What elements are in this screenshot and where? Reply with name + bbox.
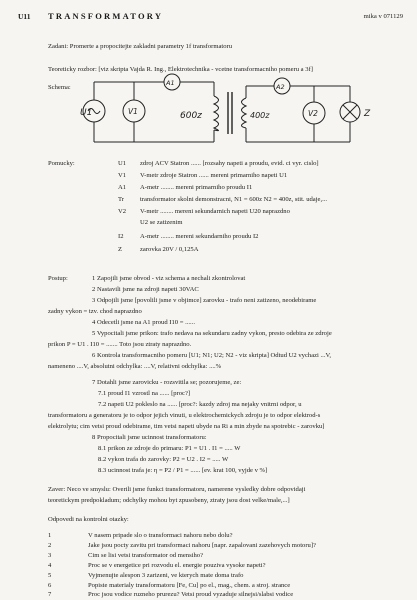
postup-line: 4 Odecetli jsme na A1 proud I10 = ...... bbox=[92, 319, 195, 326]
pomucky-sym: Tr bbox=[118, 196, 124, 203]
label-a2: A2 bbox=[276, 83, 285, 91]
otazky-label: Odpovedi na kontrolni otazky: bbox=[48, 516, 129, 523]
pomucky-sym: V1 bbox=[118, 172, 127, 179]
circuit-diagram bbox=[80, 74, 386, 150]
pomucky-desc: transformator skolni demonstracni, N1 = 600z N2 = 400z, stit. udaje,... bbox=[140, 196, 328, 203]
question-text: Jake jsou pocty zavitu pri transformaci nahoru [napr. zapalovani zazehovych motoru]? bbox=[88, 542, 316, 549]
postup-label: Postup: bbox=[48, 275, 68, 282]
label-n2: 400z bbox=[250, 111, 270, 120]
question-text: Cim se lisi vetsi transformator od mensiho? bbox=[88, 552, 204, 559]
question-number: 4 bbox=[48, 562, 52, 569]
postup-line: 7 Dotahli jsme zarovicku - rozsvitila se; pozorujeme, ze: bbox=[92, 379, 242, 386]
rozbor-line: Teoreticky rozbor: [viz skripta Vajda R. Ing., Elektrotechnika - vcetne transformacniho pomeru a 3f] bbox=[48, 66, 313, 73]
pomucky-sym: V2 bbox=[118, 208, 127, 215]
postup-line: 8.2 vykon trafa do zarovky: P2 = U2 . I2 = ..... W bbox=[98, 456, 229, 463]
pomucky-desc: V-metr zdroje Statron ...... mereni primarniho napeti U1 bbox=[140, 172, 288, 179]
postup-line: 7.2 napeti U2 pokleslo na ...... [proc?: kazdy zdroj ma nejaky vnitrni odpor, u bbox=[98, 401, 302, 408]
pomucky-sym: Z bbox=[118, 246, 123, 253]
postup-line: 8.1 prikon ze zdroje do primaru: P1 = U1 . I1 = ..... W bbox=[98, 445, 241, 452]
pomucky-desc: U2 se zatizenim bbox=[140, 219, 183, 226]
question-number: 7 bbox=[48, 591, 52, 598]
pomucky-desc: A-metr ........ mereni primarniho proudu I1 bbox=[140, 184, 253, 191]
postup-line: prikon P = U1 . I10 = ....... Toto jsou ztraty naprazdno. bbox=[48, 341, 192, 348]
postup-line: elektrolytu; cim vetsi proud odebirame, tim vetsi napeti ubyde na Ri a min zbyde na spotrebic - zarovku] bbox=[48, 423, 325, 430]
question-number: 3 bbox=[48, 552, 52, 559]
question-number: 1 bbox=[48, 532, 52, 539]
pomucky-sym: I2 bbox=[118, 233, 124, 240]
document-title: TRANSFORMATORY bbox=[48, 11, 164, 21]
question-number: 6 bbox=[48, 582, 52, 589]
postup-line: 3 Odpojili jsme [povolili jsme v objimce] zarovku - trafo neni zatizeno, neodebirame bbox=[92, 297, 317, 304]
pomucky-sym: A1 bbox=[118, 184, 127, 191]
zadani-line: Zadani: Promerte a propocitejte zakladni parametry 1f transformatoru bbox=[48, 43, 233, 50]
zaver-line: Zaver: Neco ve smyslu: Overili jsme funkci transformatoru, namerene vysledky dobre odpovidaji bbox=[48, 486, 306, 493]
postup-line: 6 Kontrola transformacniho pomeru [U1; N1; U2; N2 - viz skripta] Odtud U2 vychazi ...V, bbox=[92, 352, 332, 359]
question-text: V nasem pripade slo o transformaci nahoru nebo dolu? bbox=[88, 532, 233, 539]
label-a1: A1 bbox=[166, 79, 175, 87]
postup-line: 7.1 proud I1 vzrostl na ...... [proc?] bbox=[98, 390, 191, 397]
postup-line: 2 Nastavili jsme na zdroji napeti 30VAC bbox=[92, 286, 199, 293]
question-number: 5 bbox=[48, 572, 52, 579]
label-v1: V1 bbox=[128, 107, 138, 116]
pomucky-desc: zarovka 20V / 0,125A bbox=[140, 246, 199, 253]
pomucky-desc: V-metr ........ mereni sekundarnich napeti U20 naprazdno bbox=[140, 208, 290, 215]
question-number: 2 bbox=[48, 542, 52, 549]
postup-line: 8.3 ucinnost trafa je: η = P2 / P1 = ...... [ev. krat 100, vyjde v %] bbox=[98, 467, 268, 474]
postup-line: nameneno ....V, absolutni odchylka: ....V, relativni odchylka: ....% bbox=[48, 363, 222, 370]
postup-line: 1 Zapojili jsme obvod - viz schema a nechali zkontrolovat bbox=[92, 275, 246, 282]
postup-line: zadny vykon = tzv. chod naprazdno bbox=[48, 308, 142, 315]
exercise-number: U11 bbox=[18, 12, 31, 21]
author-date: mika v 071129 bbox=[363, 13, 403, 20]
label-n1: 600z bbox=[180, 111, 202, 121]
label-z: Z bbox=[364, 109, 371, 119]
question-text: Popiste materialy transformatoru [Fe, Cu] po el., mag., chem. a stroj. strance bbox=[88, 582, 291, 589]
question-text: Vyjmenujte alespon 3 zarizeni, ve kterych mate doma trafo bbox=[88, 572, 244, 579]
label-u1: U1 bbox=[80, 108, 93, 118]
pomucky-sym: U1 bbox=[118, 160, 127, 167]
schema-label: Schema: bbox=[48, 84, 71, 91]
question-text: Proc se v energetice pri rozvodu el. energie pouziva vysoke napeti? bbox=[88, 562, 266, 569]
question-text: Proc jsou vodice ruzneho prurezu? Vetsi proud vyzaduje silnejsi/slabsi vodice bbox=[88, 591, 294, 598]
pomucky-desc: A-metr ........ mereni sekundarniho proudu I2 bbox=[140, 233, 259, 240]
pomucky-desc: zdroj ACV Statron ...... [rozsahy napeti a proudu, evid. ci vyr. cislo] bbox=[140, 160, 319, 167]
postup-line: transformatoru a generatoru je to odpor jejich vinuti, u elektrochemickych zdroju je to odpor elektrod-s bbox=[48, 412, 321, 419]
pomucky-label: Pomucky: bbox=[48, 160, 75, 167]
label-v2: V2 bbox=[308, 109, 318, 118]
postup-line: 5 Vypocitali jsme prikon: trafo nedava na sekundaru zadny vykon, presto odebira ze zdroje bbox=[92, 330, 332, 337]
zaver-line: teoretickym predpokladum; odchylky mohou byt zpusobeny, ztraty jsou dost velke/male,...] bbox=[48, 497, 290, 504]
postup-line: 8 Propocitali jsme ucinnost transformatoru: bbox=[92, 434, 207, 441]
